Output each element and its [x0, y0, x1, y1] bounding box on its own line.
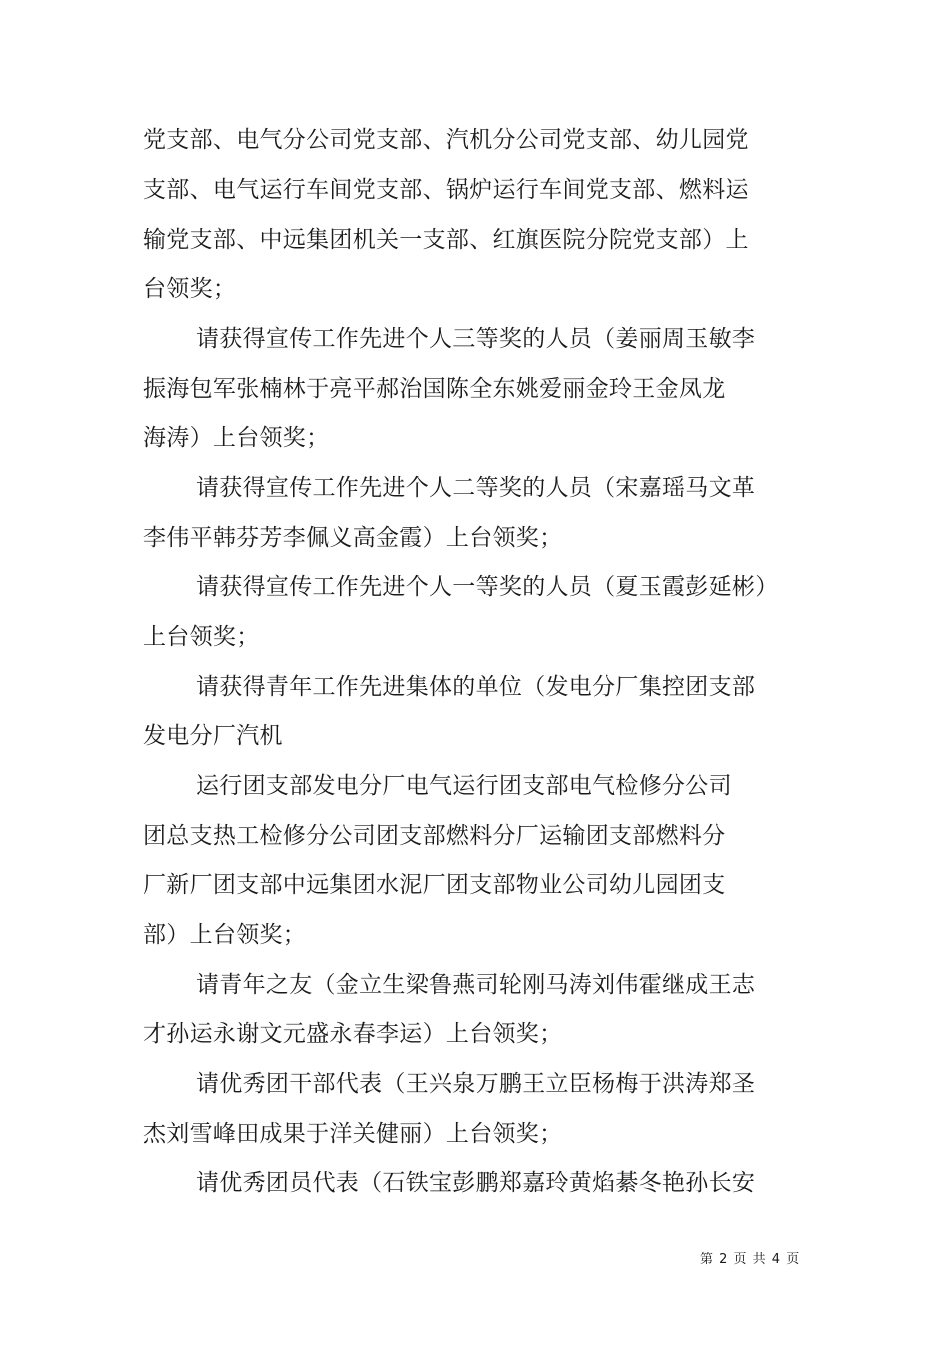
text-line: 李伟平韩芬芳李佩义高金霞）上台领奖；	[143, 525, 563, 551]
text-line: 台领奖；	[143, 276, 237, 302]
paragraph-start-line: 请优秀团干部代表（王兴泉万鹏王立臣杨梅于洪涛郑圣	[196, 1071, 756, 1097]
text-line: 党支部、电气分公司党支部、汽机分公司党支部、幼儿园党	[143, 127, 749, 153]
paragraph-start-line: 请青年之友（金立生梁鲁燕司轮刚马涛刘伟霍继成王志	[196, 972, 756, 998]
text-line: 才孙运永谢文元盛永春李运）上台领奖；	[143, 1021, 563, 1047]
text-line: 杰刘雪峰田成果于洋关健丽）上台领奖；	[143, 1121, 563, 1147]
paragraph-start-line: 运行团支部发电分厂电气运行团支部电气检修分公司	[196, 773, 732, 799]
text-line: 上台领奖；	[143, 624, 260, 650]
paragraph-start-line: 请优秀团员代表（石铁宝彭鹏郑嘉玲黄焰綦冬艳孙长安	[196, 1170, 756, 1196]
paragraph-start-line: 请获得宣传工作先进个人三等奖的人员（姜丽周玉敏李	[196, 326, 756, 352]
text-line: 团总支热工检修分公司团支部燃料分厂运输团支部燃料分	[143, 823, 726, 849]
page-number-footer: 第 2 页 共 4 页	[700, 1252, 801, 1267]
text-line: 发电分厂汽机	[143, 723, 283, 749]
text-line: 振海包军张楠林于亮平郝治国陈全东姚爱丽金玲王金凤龙	[143, 376, 726, 402]
paragraph-start-line: 请获得青年工作先进集体的单位（发电分厂集控团支部	[196, 674, 756, 700]
text-line: 厂新厂团支部中远集团水泥厂团支部物业公司幼儿园团支	[143, 872, 726, 898]
text-line: 输党支部、中远集团机关一支部、红旗医院分院党支部）上	[143, 227, 749, 253]
paragraph-start-line: 请获得宣传工作先进个人二等奖的人员（宋嘉瑶马文革	[196, 475, 756, 501]
paragraph-start-line: 请获得宣传工作先进个人一等奖的人员（夏玉霞彭延彬）	[196, 574, 779, 600]
text-line: 支部、电气运行车间党支部、锅炉运行车间党支部、燃料运	[143, 177, 749, 203]
text-line: 部）上台领奖；	[143, 922, 307, 948]
text-line: 海涛）上台领奖；	[143, 425, 330, 451]
